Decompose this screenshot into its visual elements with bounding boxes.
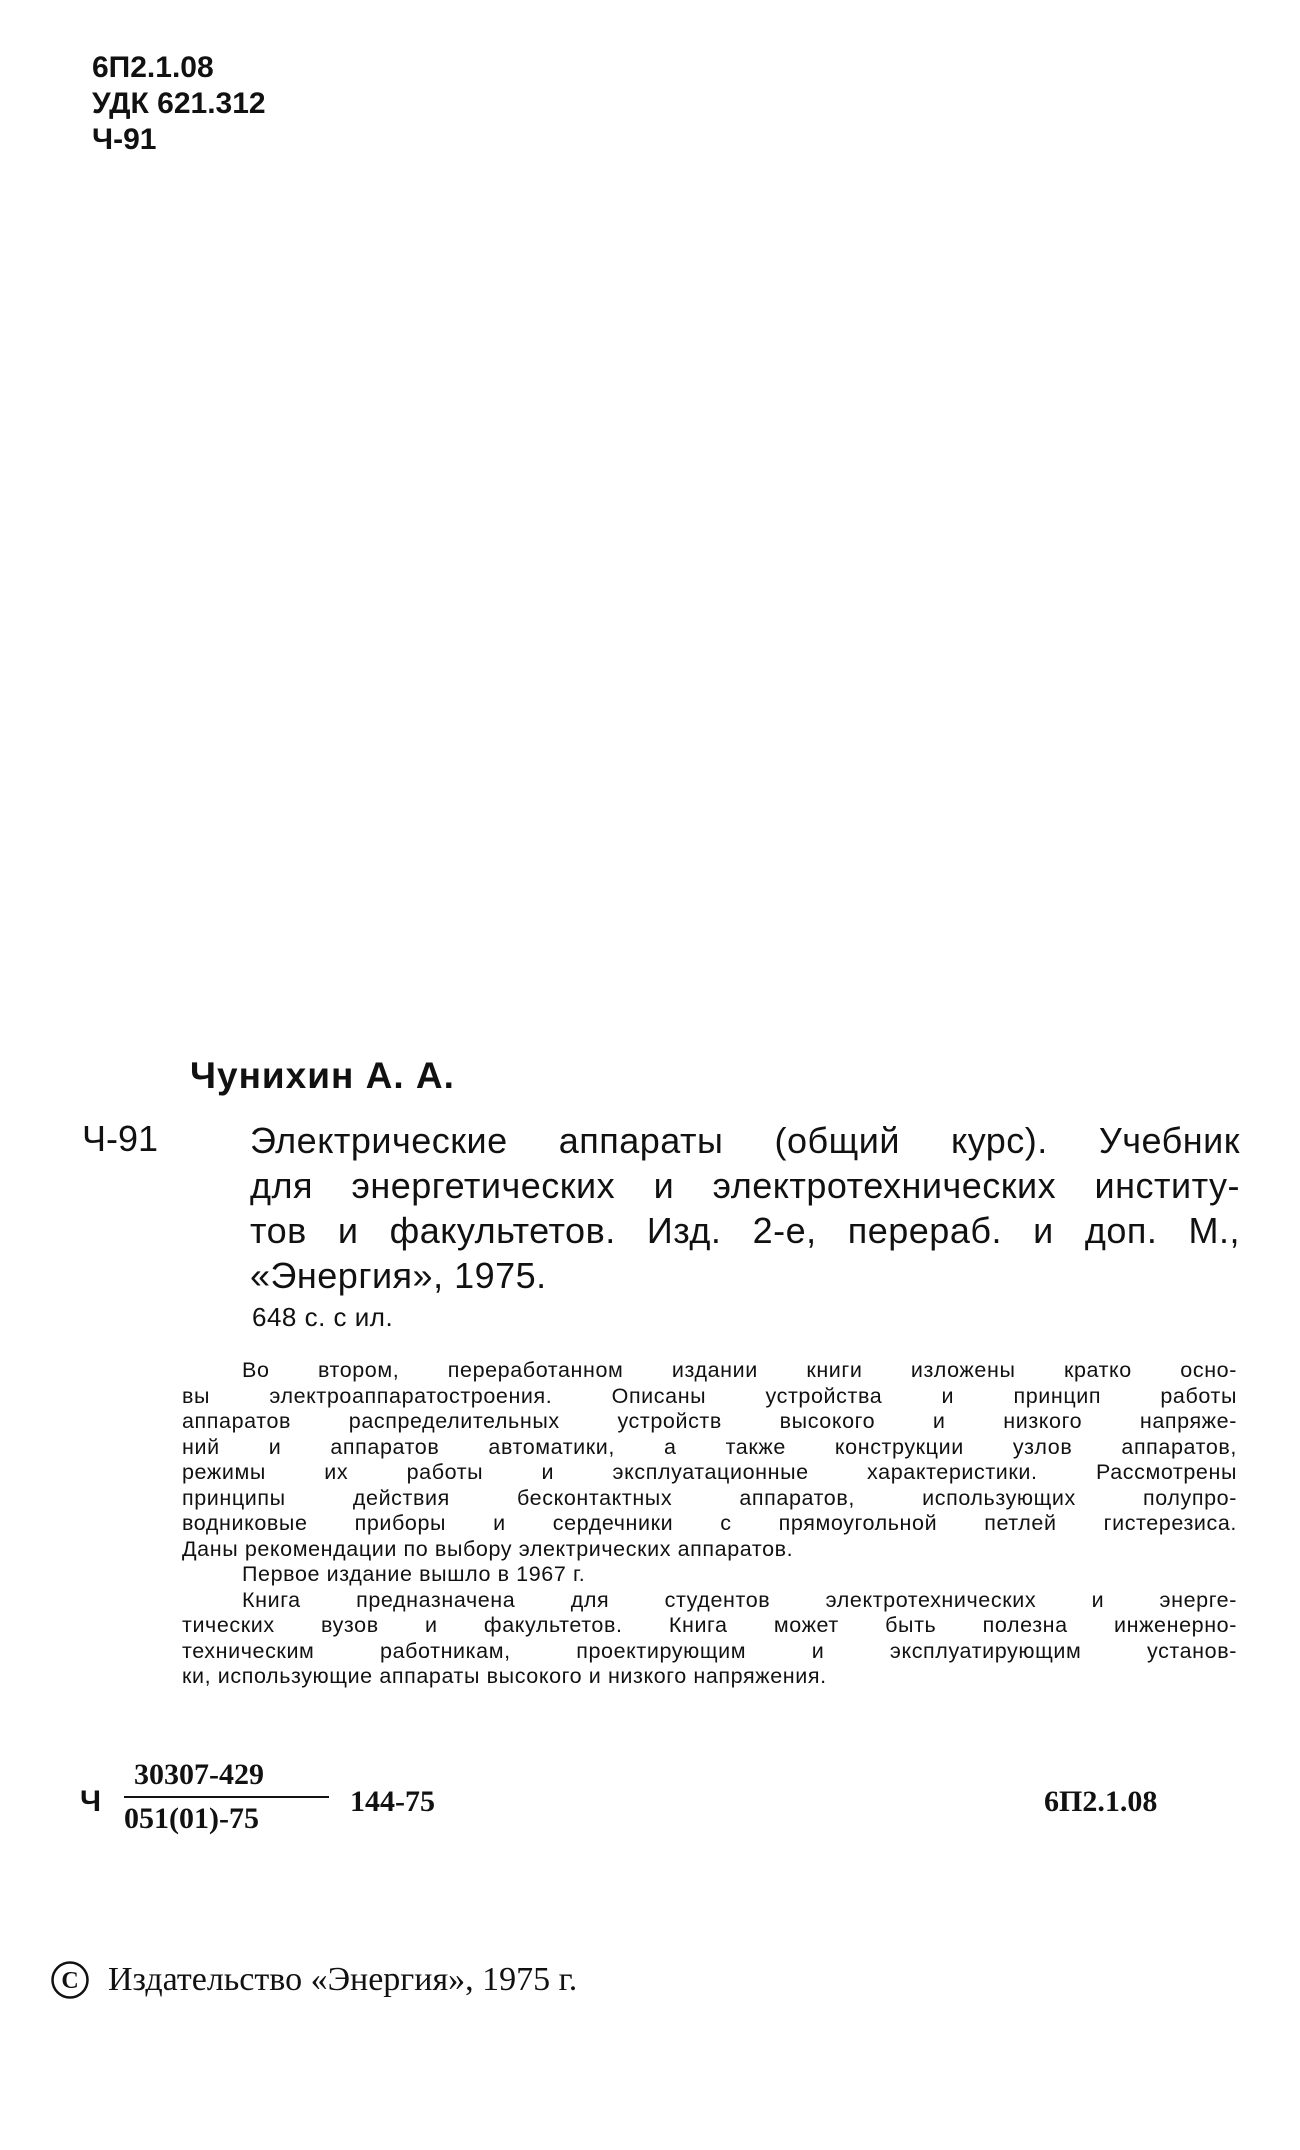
- bibliographic-title: [250, 1118, 1240, 1336]
- annotation-paragraph-3: [182, 1588, 1237, 1690]
- title-line: «Энергия», 1975.: [250, 1255, 547, 1296]
- bbk-code: 6П2.1.08: [92, 51, 214, 84]
- copyright-line: [50, 1960, 577, 2000]
- catalog-code-denominator: 051(01)-75: [124, 1802, 259, 1835]
- catalog-code-middle: 144-75: [350, 1785, 435, 1818]
- annotation: [182, 1358, 1237, 1690]
- annotation-line: тических вузов и факультетов. Книга может быть полезна инженерно-: [182, 1613, 1237, 1637]
- author-name: Чунихин А. А.: [190, 1055, 455, 1096]
- annotation-line: принципы действия бесконтактных аппаратов, использующих полупро-: [182, 1485, 1237, 1510]
- annotation-line: техническим работникам, проектирующим и эксплуатирующим установ-: [182, 1638, 1237, 1663]
- annotation-line: Книга предназначена для студентов электротехнических и энерге-: [242, 1587, 1237, 1612]
- annotation-line: Даны рекомендации по выбору электрических аппаратов.: [182, 1536, 794, 1561]
- catalog-code-fraction: [124, 1758, 329, 1836]
- annotation-line: Во втором, переработанном издании книги изложены кратко осно-: [242, 1358, 1237, 1382]
- catalog-code-right: 6П2.1.08: [1044, 1785, 1158, 1818]
- catalog-label: Ч-91: [82, 1118, 159, 1159]
- annotation-paragraph-1: [182, 1358, 1237, 1562]
- classification-codes: [92, 50, 266, 158]
- annotation-line: водниковые приборы и сердечники с прямоугольной петлей гистерезиса.: [182, 1511, 1237, 1535]
- catalog-code-prefix: Ч: [80, 1785, 102, 1818]
- title-line: тов и факультетов. Изд. 2-е, перераб. и доп. М.,: [250, 1210, 1240, 1251]
- annotation-line: аппаратов распределительных устройств высокого и низкого напряже-: [182, 1409, 1237, 1433]
- title-line: для энергетических и электротехнических институ-: [250, 1165, 1240, 1206]
- annotation-line: ний и аппаратов автоматики, а также конструкции узлов аппаратов,: [182, 1434, 1237, 1459]
- annotation-line: режимы их работы и эксплуатационные характеристики. Рассмотрены: [182, 1460, 1237, 1484]
- page-count: 648 с. с ил.: [252, 1302, 394, 1332]
- cutter-code: Ч-91: [92, 123, 157, 156]
- copyright-icon: [50, 1960, 90, 2000]
- catalog-code-numerator: 30307-429: [134, 1758, 264, 1791]
- udk-code: УДК 621.312: [92, 87, 266, 120]
- svg-text:C: C: [61, 1968, 79, 1994]
- copyright-text: Издательство «Энергия», 1975 г.: [108, 1961, 578, 1998]
- annotation-line: ки, использующие аппараты высокого и низкого напряжения.: [182, 1664, 827, 1688]
- annotation-line: Первое издание вышло в 1967 г.: [242, 1562, 586, 1586]
- annotation-paragraph-2: [182, 1562, 1237, 1588]
- annotation-line: вы электроаппаратостроения. Описаны устройства и принцип работы: [182, 1383, 1237, 1408]
- title-line: Электрические аппараты (общий курс). Учебник: [250, 1120, 1240, 1161]
